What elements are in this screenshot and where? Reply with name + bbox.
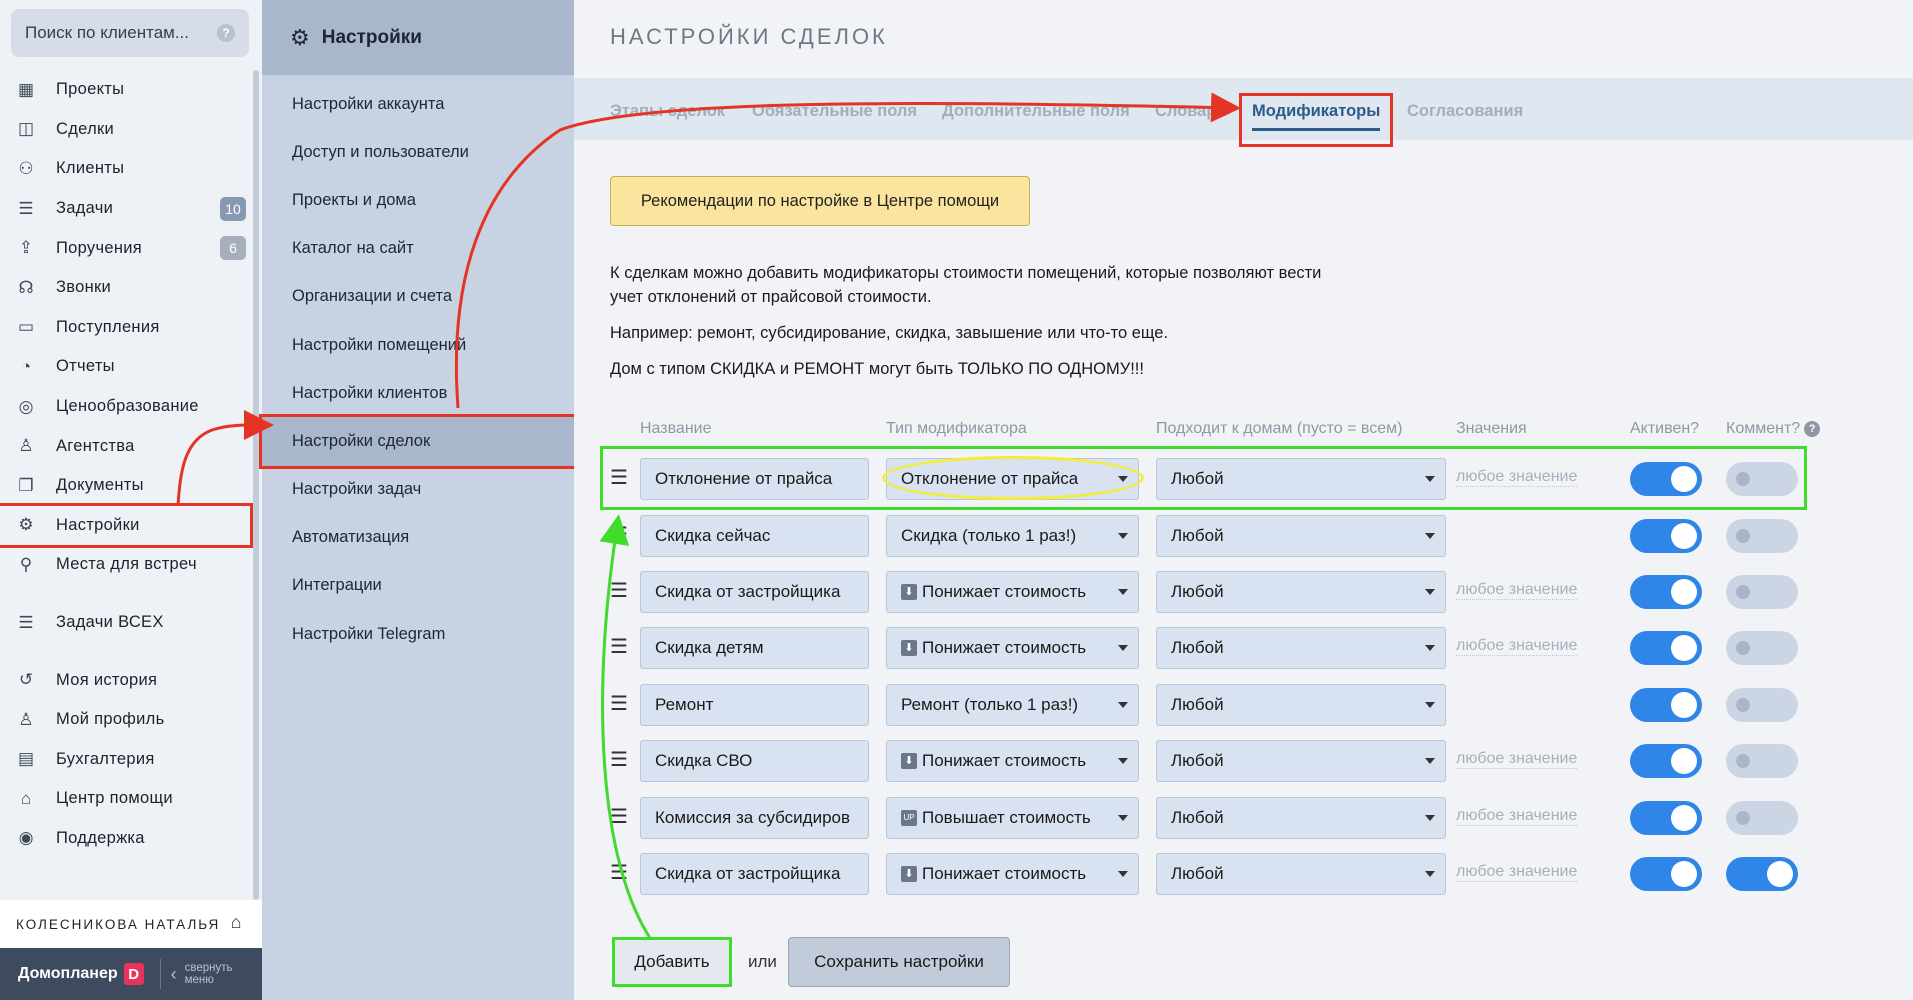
settings-menu-item[interactable]: Настройки сделок <box>262 417 574 465</box>
toggle-knob <box>1671 579 1697 605</box>
tab-approvals[interactable]: Согласования <box>1407 102 1524 120</box>
sidebar-item-label: Поступления <box>56 317 160 336</box>
nav-gap <box>0 642 250 660</box>
brand-name: Домопланер <box>18 965 118 982</box>
settings-menu-item[interactable]: Настройки клиентов <box>292 383 448 402</box>
count-badge: 6 <box>220 236 246 260</box>
modifier-type-select[interactable] <box>886 853 1139 895</box>
caret-down-icon <box>1425 533 1435 539</box>
modifier-type-value: Отклонение от прайса <box>901 469 1079 488</box>
toggle-knob <box>1736 585 1750 599</box>
houses-select[interactable] <box>1156 627 1446 669</box>
sidebar-item-label: Проекты <box>56 80 125 99</box>
sidebar-item-label: Поддержка <box>56 828 145 847</box>
caret-down-icon <box>1425 645 1435 651</box>
warning-text: Дом с типом СКИДКА и РЕМОНТ могут быть ТОЛЬКО ПО ОДНОМУ!!! <box>610 360 1144 378</box>
tab-dictionaries[interactable]: Словари <box>1155 102 1227 120</box>
sidebar-item-4[interactable] <box>0 228 250 268</box>
houses-value: Любой <box>1171 695 1224 714</box>
type-select-highlight <box>882 456 1144 500</box>
pie-chart-icon: ◔ <box>20 356 32 376</box>
sidebar-item-label: Ценообразование <box>56 397 199 416</box>
caret-down-icon <box>1118 758 1128 764</box>
toggle-knob <box>1736 698 1750 712</box>
comment-toggle[interactable] <box>1726 631 1798 665</box>
modifier-type-select[interactable] <box>886 627 1139 669</box>
col-header-name: Название <box>640 420 712 437</box>
houses-value: Любой <box>1171 751 1224 770</box>
sidebar-item-3[interactable] <box>0 189 250 229</box>
sidebar-scrollbar[interactable] <box>253 70 259 900</box>
modifier-name-input[interactable]: Скидка от застройщика <box>640 853 869 895</box>
sidebar-item-7[interactable] <box>0 347 250 387</box>
toggle-knob <box>1671 748 1697 774</box>
arrow-down-icon: ⬇ <box>901 584 917 600</box>
toggle-knob <box>1736 641 1750 655</box>
modifier-row <box>574 853 1913 895</box>
handshake-icon: ◫ <box>17 119 35 139</box>
tab-modifiers[interactable]: Модификаторы <box>1252 102 1381 120</box>
settings-menu-item[interactable]: Автоматизация <box>292 528 410 547</box>
help-center-button[interactable]: Рекомендации по настройке в Центре помощи <box>610 176 1030 226</box>
modifier-type-value: Скидка (только 1 раз!) <box>901 526 1077 545</box>
caret-down-icon <box>1425 758 1435 764</box>
caret-down-icon <box>1118 589 1128 595</box>
documents-icon: ❐ <box>18 475 34 495</box>
brand-logo-icon: D <box>124 963 144 985</box>
sidebar-item-9[interactable] <box>0 426 250 466</box>
col-header-type: Тип модификатора <box>886 420 1027 437</box>
modifier-name-input[interactable]: Комиссия за субсидиров <box>640 797 869 839</box>
houses-value: Любой <box>1171 526 1224 545</box>
settings-menu-item[interactable]: Настройки Telegram <box>292 624 446 643</box>
modifier-row <box>574 684 1913 726</box>
lifebuoy-icon: ◉ <box>18 828 34 848</box>
drag-handle-icon[interactable]: ☰ <box>610 806 628 828</box>
users-icon: ⚇ <box>18 158 34 178</box>
drag-handle-icon[interactable]: ☰ <box>610 580 628 602</box>
toggle-knob <box>1671 861 1697 887</box>
wallet-icon: ▭ <box>17 317 35 337</box>
active-toggle[interactable] <box>1630 801 1702 835</box>
comment-toggle[interactable] <box>1726 575 1798 609</box>
modifier-type-value: Понижает стоимость <box>922 638 1087 657</box>
sidebar-item-label: Клиенты <box>56 159 125 178</box>
arrow-down-icon: ⬇ <box>901 866 917 882</box>
profile-icon: ♙ <box>18 709 34 729</box>
active-toggle[interactable] <box>1630 744 1702 778</box>
tab-required-fields[interactable]: Обязательные поля <box>752 102 918 120</box>
col-header-comment <box>1726 420 1820 438</box>
active-toggle[interactable] <box>1630 631 1702 665</box>
page-title: НАСТРОЙКИ СДЕЛОК <box>610 24 888 49</box>
modifier-row <box>574 571 1913 613</box>
save-settings-button[interactable]: Сохранить настройки <box>788 937 1010 987</box>
col-header-comment-label: Коммент? <box>1726 420 1801 437</box>
settings-menu-item[interactable]: Доступ и пользователи <box>292 142 469 161</box>
houses-value: Любой <box>1171 638 1224 657</box>
caret-down-icon <box>1118 645 1128 651</box>
caret-down-icon <box>1118 815 1128 821</box>
values-link[interactable]: любое значение <box>1456 750 1578 767</box>
values-link[interactable]: любое значение <box>1456 581 1578 598</box>
modifier-name-input[interactable]: Отклонение от прайса <box>640 458 869 500</box>
modifier-name-input[interactable]: Скидка от застройщика <box>640 571 869 613</box>
checklist-icon: ☰ <box>18 198 34 218</box>
sidebar-item-16[interactable] <box>0 740 250 780</box>
modifier-type-select[interactable] <box>886 684 1139 726</box>
drag-handle-icon[interactable]: ☰ <box>610 636 628 658</box>
client-search[interactable] <box>11 9 249 57</box>
values-link[interactable]: любое значение <box>1456 807 1578 824</box>
modifier-type-value: Понижает стоимость <box>922 751 1087 770</box>
sidebar-item-label: Агентства <box>56 436 135 455</box>
arrow-up-icon: UP <box>901 810 917 826</box>
drag-handle-icon[interactable]: ☰ <box>610 862 628 884</box>
toggle-knob <box>1767 861 1793 887</box>
comment-toggle[interactable] <box>1726 857 1798 891</box>
building-icon: ▦ <box>17 79 35 99</box>
sidebar-item-5[interactable] <box>0 268 250 308</box>
settings-menu-item[interactable]: Каталог на сайт <box>292 239 414 258</box>
sidebar-item-8[interactable] <box>0 387 250 427</box>
gears-icon: ⚙ <box>290 24 310 50</box>
add-button[interactable]: Добавить <box>612 937 732 987</box>
sidebar-item-label: Задачи <box>56 199 114 218</box>
sidebar-item-label: Мой профиль <box>56 710 165 729</box>
nav-gap <box>0 585 250 603</box>
toggle-knob <box>1671 692 1697 718</box>
sidebar-item-label: Документы <box>56 476 144 495</box>
sidebar-item-18[interactable] <box>0 819 250 859</box>
example-text: Например: ремонт, субсидирование, скидка, завышение или что-то еще. <box>610 324 1169 342</box>
search-help-icon[interactable]: ? <box>217 24 235 42</box>
sidebar-item-label: Места для встреч <box>56 555 197 574</box>
comment-toggle[interactable] <box>1726 519 1798 553</box>
left-sidebar <box>0 0 262 1000</box>
settings-menu-item[interactable]: Интеграции <box>292 576 382 595</box>
sidebar-item-label: Бухгалтерия <box>56 749 155 768</box>
caret-down-icon <box>1118 702 1128 708</box>
caret-down-icon <box>1425 702 1435 708</box>
sidebar-item-label: Поручения <box>56 238 143 257</box>
sidebar-item-11[interactable] <box>0 506 250 546</box>
houses-select[interactable] <box>1156 515 1446 557</box>
sidebar-item-label: Моя история <box>56 670 158 689</box>
sidebar-item-10[interactable] <box>0 466 250 506</box>
toggle-knob <box>1671 805 1697 831</box>
modifier-type-value: Понижает стоимость <box>922 582 1087 601</box>
settings-menu <box>262 80 574 658</box>
modifier-row <box>574 740 1913 782</box>
tab-deal-stages[interactable]: Этапы сделок <box>610 102 726 120</box>
modifier-row <box>574 627 1913 669</box>
sidebar-item-label: Задачи ВСЕХ <box>56 613 164 632</box>
sidebar-item-12[interactable] <box>0 545 250 585</box>
houses-select[interactable] <box>1156 797 1446 839</box>
or-label: или <box>748 952 777 971</box>
chevron-left-icon[interactable]: ‹ <box>170 963 177 984</box>
houses-value: Любой <box>1171 864 1224 883</box>
pin-icon: ⚲ <box>19 554 33 574</box>
sidebar-item-0[interactable] <box>0 70 250 110</box>
houses-value: Любой <box>1171 582 1224 601</box>
sidebar-item-13[interactable] <box>0 603 250 643</box>
agent-icon: ♙ <box>18 436 34 456</box>
modifier-type-select[interactable] <box>886 797 1139 839</box>
caret-down-icon <box>1425 589 1435 595</box>
description-text: К сделкам можно добавить модификаторы стоимости помещений, которые позволяют вести учет отклонений от прайсовой стоимости. <box>610 264 1322 306</box>
main-nav <box>0 70 250 858</box>
houses-select[interactable] <box>1156 740 1446 782</box>
sidebar-item-6[interactable] <box>0 308 250 348</box>
caret-down-icon <box>1118 871 1128 877</box>
settings-menu-item[interactable]: Организации и счета <box>292 287 453 306</box>
caret-down-icon <box>1425 871 1435 877</box>
drag-handle-icon[interactable]: ☰ <box>610 524 628 546</box>
houses-select[interactable] <box>1156 853 1446 895</box>
graduation-icon: ⌂ <box>20 788 32 808</box>
brand-bar <box>0 948 262 1000</box>
sidebar-item-15[interactable] <box>0 700 250 740</box>
settings-menu-item[interactable]: Настройки аккаунта <box>292 94 445 113</box>
active-toggle[interactable] <box>1630 519 1702 553</box>
coins-icon: ◎ <box>18 396 34 416</box>
question-icon[interactable]: ? <box>1804 421 1820 437</box>
tab-additional-fields[interactable]: Дополнительные поля <box>942 102 1130 120</box>
user-bar[interactable] <box>0 900 262 948</box>
modifiers-tab-highlight <box>1239 93 1393 147</box>
arrow-down-icon: ⬇ <box>901 753 917 769</box>
toggle-knob <box>1671 635 1697 661</box>
modifier-row <box>574 797 1913 839</box>
modifier-type-select[interactable] <box>886 571 1139 613</box>
values-link[interactable]: любое значение <box>1456 637 1578 654</box>
checklist-all-icon: ☰ <box>18 612 34 632</box>
sidebar-item-label: Отчеты <box>56 357 115 376</box>
active-toggle[interactable] <box>1630 688 1702 722</box>
sidebar-item-2[interactable] <box>0 149 250 189</box>
houses-value: Любой <box>1171 469 1224 488</box>
modifier-type-value: Повышает стоимость <box>922 808 1091 827</box>
collapse-menu-button[interactable]: свернуть меню <box>184 962 233 986</box>
sidebar-item-1[interactable] <box>0 110 250 150</box>
col-header-houses: Подходит к домам (пусто = всем) <box>1156 420 1403 437</box>
user-name: КОЛЕСНИКОВА НАТАЛЬЯ <box>16 916 221 932</box>
main-content <box>574 0 1913 1000</box>
toggle-knob <box>1736 754 1750 768</box>
settings-header <box>262 0 574 75</box>
modifier-row <box>574 515 1913 557</box>
arrow-down-icon: ⬇ <box>901 640 917 656</box>
active-toggle[interactable] <box>1630 857 1702 891</box>
first-row-highlight <box>600 446 1807 510</box>
toggle-knob <box>1736 529 1750 543</box>
values-link[interactable]: любое значение <box>1456 863 1578 880</box>
modifier-name-input[interactable]: Скидка сейчас <box>640 515 869 557</box>
col-header-values: Значения <box>1456 420 1527 437</box>
settings-menu-item[interactable]: Настройки помещений <box>292 335 467 354</box>
sidebar-item-14[interactable] <box>0 660 250 700</box>
settings-panel <box>262 0 574 1000</box>
drag-handle-icon[interactable]: ☰ <box>610 749 628 771</box>
modifier-type-value: Понижает стоимость <box>922 864 1087 883</box>
comment-toggle[interactable] <box>1726 801 1798 835</box>
accounting-icon: ▤ <box>17 749 35 769</box>
modifier-name-input[interactable]: Скидка СВО <box>640 740 869 782</box>
headset-icon: ☊ <box>18 277 34 297</box>
toggle-knob <box>1736 811 1750 825</box>
houses-value: Любой <box>1171 808 1224 827</box>
settings-title: Настройки <box>321 26 422 48</box>
col-header-active: Активен? <box>1630 420 1700 437</box>
modifier-type-select[interactable] <box>886 740 1139 782</box>
sidebar-item-label: Настройки <box>56 515 140 534</box>
modifier-type-select[interactable] <box>886 515 1139 557</box>
drag-handle-icon[interactable]: ☰ <box>610 693 628 715</box>
building-icon[interactable]: ⌂ <box>230 912 242 932</box>
caret-down-icon <box>1118 533 1128 539</box>
comment-toggle[interactable] <box>1726 688 1798 722</box>
count-badge: 10 <box>220 197 246 221</box>
caret-down-icon <box>1425 815 1435 821</box>
history-icon: ↺ <box>18 670 34 690</box>
sidebar-item-label: Центр помощи <box>56 789 173 808</box>
active-toggle[interactable] <box>1630 575 1702 609</box>
drag-handle-icon[interactable]: ☰ <box>610 467 628 489</box>
modifier-type-value: Ремонт (только 1 раз!) <box>901 695 1079 714</box>
modifier-name-input[interactable]: Скидка детям <box>640 627 869 669</box>
modifier-name-input[interactable]: Ремонт <box>640 684 869 726</box>
toggle-knob <box>1671 523 1697 549</box>
divider <box>160 959 161 989</box>
sidebar-item-label: Сделки <box>56 119 115 138</box>
houses-select[interactable] <box>1156 571 1446 613</box>
settings-menu-item[interactable]: Настройки задач <box>292 480 422 499</box>
tray-icon: ⇪ <box>18 238 34 258</box>
values-link[interactable]: любое значение <box>1456 468 1578 485</box>
search-input[interactable]: Поиск по клиентам... <box>25 23 190 42</box>
gear-icon: ⚙ <box>18 515 34 535</box>
comment-toggle[interactable] <box>1726 744 1798 778</box>
sidebar-item-label: Звонки <box>56 278 112 297</box>
settings-menu-item[interactable]: Проекты и дома <box>292 190 416 209</box>
sidebar-item-17[interactable] <box>0 779 250 819</box>
houses-select[interactable] <box>1156 684 1446 726</box>
